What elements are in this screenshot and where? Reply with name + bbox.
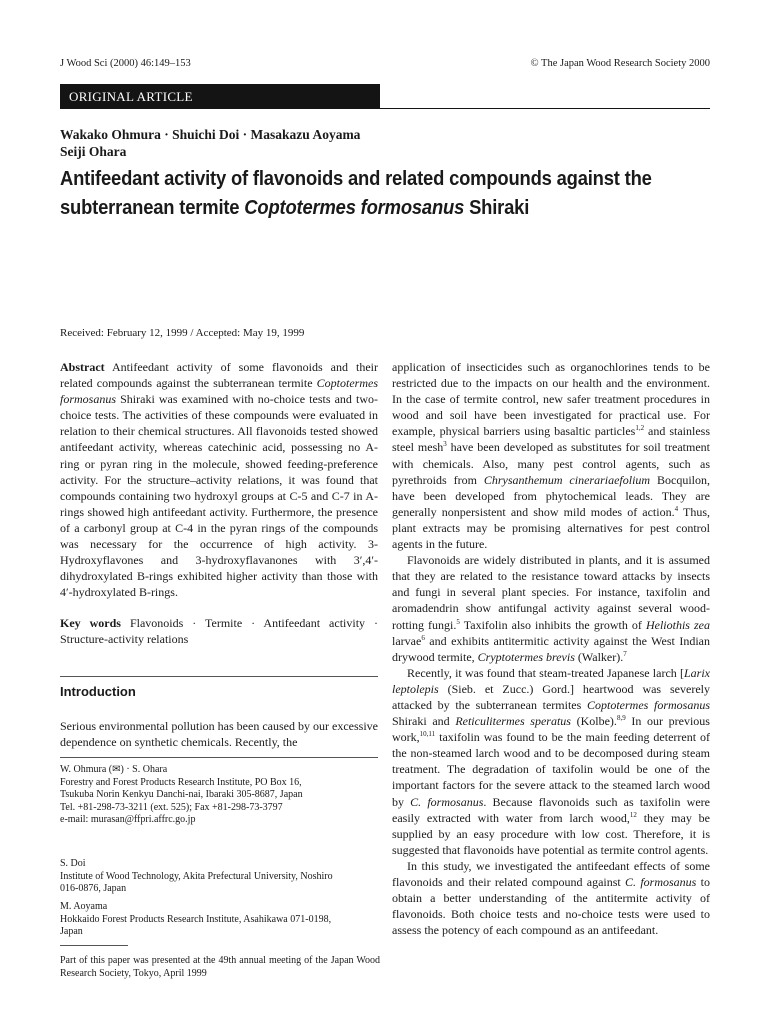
paragraph-3: Recently, it was found that steam-treated Japanese larch [Larix leptolepis (Sieb. et Zucc.) Gord.] heartwood was severely attacked by the subterranean termites Coptotermes formosanus Shiraki and Reticulitermes speratus (Kolbe).$^{8,9}$ In our previous work,$^{10,11}$ taxifolin was found to be the main feeding deterrent of the non-steamed larch wood and to be decomposed during steam treatment. The degradation of taxifolin would be one of the important factors for the severe attack to the steamed larch wood by C. formosanus. Because flavonoids such as taxifolin were easily extracted with water from larch wood,$^{12}$ they may be supplied by an easy procedure with low cost. Therefore, it is suggested that flavonoids have potential as termite control agents. — [392, 665, 711, 857]
paragraph-4: In this study, we investigated the antifeedant effects of some flavonoids and their related compound against C. formosanus to obtain a better understanding of the antitermite activity of flavonoids. Both choice tests and no-choice tests were used to assess the potency of each compound as an antifeedant. — [392, 858, 710, 938]
paragraph-2: Flavonoids are widely distributed in plants, and it is assumed that they are related to the resistance toward attacks by insects and fungi in several plant species. For instance, taxifolin and aromadendrin show antifungal activity against several wood-rotting fungi.$^5$ Taxifolin also inhibits the growth of Heliothis zea larvae$^6$ and exhibits antitermitic activity against the West Indian drywood termite, Cryptotermes brevis (Walker).$^7$ — [392, 553, 711, 664]
affiliation-1 — [60, 764, 390, 827]
affiliation-name: W. Ohmura (✉) · S. Ohara — [60, 764, 168, 775]
abstract-species: Coptotermes formosanus — [60, 376, 378, 407]
affiliation-3 — [60, 901, 390, 939]
keywords — [60, 615, 378, 647]
received-dates: Received: February 12, 1999 / Accepted: May 19, 1999 — [60, 327, 305, 339]
abstract — [60, 359, 378, 600]
keywords-label: Key words — [60, 616, 121, 630]
article-title — [60, 165, 667, 223]
paragraph-1: application of insecticides such as organochlorines tends to be restricted due to the impacts on our health and the environment. In the case of termite control, new safer treatment procedures in wood and soil have been investigated for practical use. For example, physical barriers using basaltic particles$^{1,2}$ and stainless steel mesh$^3$ have been developed as substitutes for soil treatment with chemicals. Also, many pest control agents, such as pyrethroids from Chrysanthemum cinerariaefolium Bocquilon, have been developed from phytochemical leads. They are generally nonpersistent and show mild modes of action.$^4$ Thus, plant extracts may be promising alternatives for pest control agents in the future. — [392, 360, 710, 552]
title-species: Coptotermes formosanus — [244, 197, 465, 219]
affiliation-line: Forestry and Forest Products Research Institute, PO Box 16, — [60, 776, 302, 788]
abstract-label: Abstract — [60, 360, 105, 374]
title-text: subterranean termite — [60, 197, 245, 219]
affiliation-line: Japan — [60, 926, 83, 938]
affiliation-email: e-mail: murasan@ffpri.affrc.go.jp — [60, 814, 196, 826]
article-type-label: ORIGINAL ARTICLE — [69, 89, 193, 104]
affiliation-line: Hokkaido Forest Products Research Institute, Asahikawa 071-0198, — [60, 913, 332, 925]
affiliation-name: M. Aoyama — [60, 901, 108, 912]
article-type-banner — [60, 84, 380, 109]
title-line-2 — [60, 194, 667, 223]
affiliation-name: S. Doi — [60, 858, 86, 869]
affiliation-line: Tel. +81-298-73-3211 (ext. 525); Fax +81-298-73-3797 — [60, 801, 283, 813]
affiliation-line: Institute of Wood Technology, Akita Prefectural University, Noshiro — [60, 870, 333, 882]
author-list — [60, 126, 360, 160]
journal-citation: J Wood Sci (2000) 46:149–153 — [60, 58, 191, 69]
introduction-text — [60, 718, 378, 750]
section-rule — [60, 676, 378, 677]
author-line-1: Wakako Ohmura · Shuichi Doi · Masakazu Aoyama — [60, 127, 361, 142]
affiliation-2 — [60, 858, 390, 896]
copyright-notice: © The Japan Wood Research Society 2000 — [530, 58, 710, 69]
introduction-heading: Introduction — [60, 684, 136, 699]
footnote-rule — [60, 945, 128, 946]
affiliation-line: 016-0876, Japan — [60, 883, 127, 895]
abstract-text: Shiraki was examined with no-choice tests and two-choice tests. The activities of these compounds were evaluated in relation to their chemical structures. All flavonoids tested showed antifeedant activity, whereas catechinic acid, possessing no A-ring or pyran ring in the molecule, showed feeding-preference activity. For the structure–activity relations, it was found that compounds containing two hydroxyl groups at C-5 and C-7 in A-rings showed high antifeedant activity. Furthermore, the presence of a carbonyl group at C-4 in the pyran rings of the compounds was necessary for the occurrence of high activity. 3-Hydroxyflavones and 3-hydroxyflavanones with 3′,4′-dihydroxylated B-rings exhibited higher activity than those with 4′-hydroxylated B-rings. — [60, 392, 378, 600]
abstract-text: Antifeedant activity of some flavonoids and their related compounds against the subterranean termite — [60, 360, 379, 391]
keywords-text: Flavonoids · Termite · Antifeedant activity · Structure-activity relations — [60, 616, 378, 647]
introduction-paragraph: Serious environmental pollution has been caused by our excessive dependence on synthetic chemicals. Recently, the — [60, 719, 378, 750]
header-rule — [380, 108, 710, 109]
title-line-1: Antifeedant activity of flavonoids and related compounds against the — [60, 168, 652, 190]
author-line-2: Seiji Ohara — [60, 144, 127, 159]
affiliation-line: Tsukuba Norin Kenkyu Danchi-nai, Ibaraki 305-8687, Japan — [60, 789, 303, 801]
footnote: Part of this paper was presented at the 49th annual meeting of the Japan Wood Research Society, Tokyo, April 1999 — [60, 955, 380, 979]
affiliation-rule — [60, 757, 378, 758]
title-author: Shiraki — [464, 197, 530, 219]
right-column — [392, 359, 710, 938]
